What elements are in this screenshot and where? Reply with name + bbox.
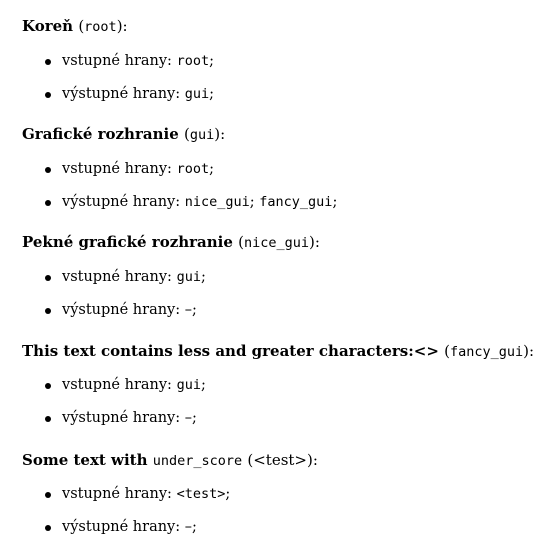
outputs-label: výstupné hrany:	[62, 519, 181, 535]
inputs-label: vstupné hrany:	[62, 377, 172, 393]
bullet-icon	[45, 492, 51, 498]
inputs-label: vstupné hrany:	[62, 53, 172, 69]
list-item-outputs: výstupné hrany: nice_gui; fancy_gui;	[62, 192, 337, 212]
paren-close: ):	[214, 125, 226, 143]
list-item-inputs: vstupné hrany: root;	[62, 159, 214, 179]
section-id: root	[84, 19, 117, 35]
bullet-icon	[45, 92, 51, 98]
list-item-inputs: vstupné hrany: <test>;	[62, 484, 230, 504]
list-item-inputs: vstupné hrany: gui;	[62, 375, 206, 395]
inputs-label: vstupné hrany:	[62, 269, 172, 285]
edge-value: nice_gui	[184, 194, 250, 210]
paren-open: (	[78, 17, 85, 35]
bullet-icon	[45, 525, 51, 531]
bullet-icon	[45, 383, 51, 389]
paren-open: (	[247, 451, 254, 469]
section-heading-gui	[22, 124, 225, 145]
paren-open: (	[238, 233, 244, 251]
list-item-outputs: výstupné hrany: gui;	[62, 84, 214, 104]
edge-value: gui	[176, 269, 201, 285]
bullet-icon	[45, 200, 51, 206]
outputs-label: výstupné hrany:	[62, 86, 181, 102]
bullet-icon	[45, 416, 51, 422]
section-title-mono: under_score	[152, 453, 243, 469]
edge-value: <test>	[176, 486, 226, 502]
section-heading-root	[22, 16, 128, 37]
edge-value: gui	[184, 86, 210, 102]
outputs-label: výstupné hrany:	[62, 410, 181, 426]
section-id: nice_gui	[244, 235, 310, 251]
list-item-outputs	[62, 517, 197, 537]
paren-close: ):	[116, 17, 128, 35]
edge-value: root	[176, 53, 210, 69]
section-title: Koreň	[22, 17, 74, 35]
section-heading-nice-gui	[22, 232, 320, 253]
section-id: gui	[189, 127, 215, 143]
section-id: fancy_gui	[450, 344, 524, 360]
section-title: This text contains less and greater characters:<>	[22, 342, 439, 360]
inputs-label: vstupné hrany:	[62, 486, 172, 502]
paren-close: ):	[309, 233, 320, 251]
list-item-inputs: vstupné hrany: gui;	[62, 267, 206, 287]
bullet-icon	[45, 308, 51, 314]
edge-value: fancy_gui	[259, 194, 333, 210]
section-heading-test	[22, 450, 318, 471]
list-item-outputs	[62, 408, 197, 428]
section-title: Some text with	[22, 451, 148, 469]
list-item-inputs: vstupné hrany: root;	[62, 51, 214, 71]
section-heading-fancy-gui	[22, 341, 534, 362]
list-item-outputs	[62, 300, 197, 320]
edge-value-empty: –;	[184, 519, 197, 535]
outputs-label: výstupné hrany:	[62, 194, 181, 210]
edge-value-empty: –;	[184, 302, 197, 318]
paren-open: (	[444, 342, 451, 360]
bullet-icon	[45, 59, 51, 65]
inputs-label: vstupné hrany:	[62, 161, 172, 177]
paren-open: (	[183, 125, 190, 143]
section-title: Pekné grafické rozhranie	[22, 233, 233, 251]
section-id: <test>	[253, 451, 308, 469]
edge-value: gui	[176, 377, 201, 393]
edge-value: root	[176, 161, 210, 177]
outputs-label: výstupné hrany:	[62, 302, 181, 318]
bullet-icon	[45, 167, 51, 173]
paren-close: ):	[523, 342, 535, 360]
paren-close: ):	[307, 451, 318, 469]
bullet-icon	[45, 275, 51, 281]
section-title: Grafické rozhranie	[22, 125, 179, 143]
edge-value-empty: –;	[184, 410, 197, 426]
